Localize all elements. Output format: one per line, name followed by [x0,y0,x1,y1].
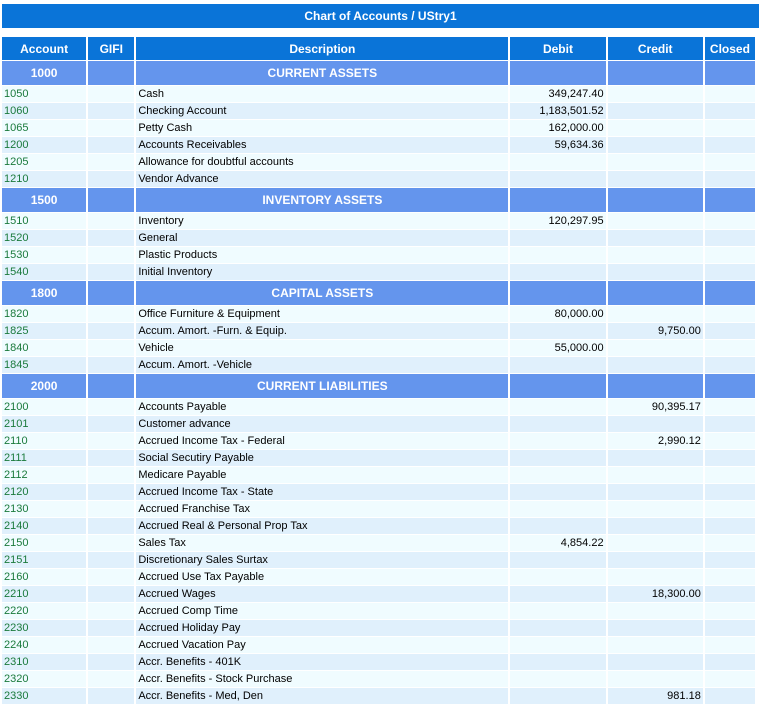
gifi-cell [88,637,134,653]
account-number[interactable]: 2111 [2,450,86,466]
credit-amount [608,535,703,551]
account-number[interactable]: 1200 [2,137,86,153]
account-row[interactable] [2,323,755,339]
column-header-account[interactable]: Account [2,37,86,60]
heading-debit [510,374,605,398]
debit-amount [510,171,605,187]
debit-amount: 80,000.00 [510,306,605,322]
credit-amount [608,247,703,263]
account-row[interactable] [2,213,755,229]
debit-amount [510,501,605,517]
credit-amount [608,501,703,517]
gifi-cell [88,230,134,246]
heading-account-number[interactable]: 1500 [2,188,86,212]
account-description: Initial Inventory [136,264,508,280]
debit-amount [510,518,605,534]
closed-cell [705,230,755,246]
closed-cell [705,323,755,339]
heading-gifi [88,374,134,398]
header-row [2,37,755,60]
account-number[interactable]: 2150 [2,535,86,551]
page-title: Chart of Accounts / UStry1 [2,4,759,28]
closed-cell [705,416,755,432]
account-description: Medicare Payable [136,467,508,483]
account-description: Accum. Amort. -Furn. & Equip. [136,323,508,339]
heading-gifi [88,61,134,85]
account-description: Vehicle [136,340,508,356]
heading-credit [608,61,703,85]
account-number[interactable]: 2240 [2,637,86,653]
account-row[interactable] [2,264,755,280]
account-row[interactable] [2,637,755,653]
debit-amount [510,450,605,466]
closed-cell [705,501,755,517]
account-row[interactable] [2,654,755,670]
gifi-cell [88,654,134,670]
gifi-cell [88,450,134,466]
heading-credit [608,374,703,398]
account-number[interactable]: 2151 [2,552,86,568]
account-description: Petty Cash [136,120,508,136]
section-heading-row [2,188,755,212]
account-row[interactable] [2,467,755,483]
account-number[interactable]: 2101 [2,416,86,432]
account-description: Allowance for doubtful accounts [136,154,508,170]
account-description: Vendor Advance [136,171,508,187]
account-row[interactable] [2,399,755,415]
closed-cell [705,154,755,170]
credit-amount [608,230,703,246]
account-description: Accrued Income Tax - Federal [136,433,508,449]
closed-cell [705,264,755,280]
account-row[interactable] [2,340,755,356]
account-description: General [136,230,508,246]
gifi-cell [88,213,134,229]
account-number[interactable]: 2100 [2,399,86,415]
account-description: Sales Tax [136,535,508,551]
account-row[interactable] [2,603,755,619]
closed-cell [705,637,755,653]
credit-amount [608,120,703,136]
debit-amount [510,467,605,483]
account-description: Accr. Benefits - Stock Purchase [136,671,508,687]
account-number[interactable]: 2112 [2,467,86,483]
credit-amount [608,620,703,636]
account-description: Accr. Benefits - Med, Den [136,688,508,704]
gifi-cell [88,501,134,517]
heading-account-number[interactable]: 1800 [2,281,86,305]
column-header-gifi[interactable]: GIFI [88,37,134,60]
heading-description: CURRENT LIABILITIES [136,374,508,398]
account-description: Accrued Franchise Tax [136,501,508,517]
account-description: Accr. Benefits - 401K [136,654,508,670]
closed-cell [705,620,755,636]
debit-amount [510,247,605,263]
debit-amount [510,416,605,432]
credit-amount [608,171,703,187]
closed-cell [705,688,755,704]
debit-amount [510,637,605,653]
account-description: Discretionary Sales Surtax [136,552,508,568]
account-row[interactable] [2,518,755,534]
gifi-cell [88,399,134,415]
closed-cell [705,671,755,687]
closed-cell [705,586,755,602]
column-header-closed[interactable]: Closed [705,37,755,60]
debit-amount [510,484,605,500]
credit-amount [608,671,703,687]
credit-amount [608,213,703,229]
closed-cell [705,484,755,500]
credit-amount [608,467,703,483]
gifi-cell [88,552,134,568]
credit-amount [608,603,703,619]
debit-amount [510,586,605,602]
section-heading-row [2,281,755,305]
credit-amount [608,484,703,500]
account-row[interactable] [2,137,755,153]
closed-cell [705,340,755,356]
account-description: Accrued Income Tax - State [136,484,508,500]
gifi-cell [88,120,134,136]
account-row[interactable] [2,357,755,373]
debit-amount: 349,247.40 [510,86,605,102]
gifi-cell [88,484,134,500]
debit-amount [510,603,605,619]
account-number[interactable]: 1520 [2,230,86,246]
account-description: Accrued Wages [136,586,508,602]
closed-cell [705,213,755,229]
account-number[interactable]: 2130 [2,501,86,517]
account-number[interactable]: 1540 [2,264,86,280]
closed-cell [705,603,755,619]
credit-amount: 2,990.12 [608,433,703,449]
gifi-cell [88,86,134,102]
debit-amount [510,671,605,687]
debit-amount [510,323,605,339]
heading-description: INVENTORY ASSETS [136,188,508,212]
closed-cell [705,450,755,466]
debit-amount [510,230,605,246]
closed-cell [705,120,755,136]
credit-amount [608,306,703,322]
credit-amount [608,264,703,280]
debit-amount [510,399,605,415]
account-row[interactable] [2,171,755,187]
closed-cell [705,552,755,568]
heading-closed [705,188,755,212]
gifi-cell [88,603,134,619]
account-number[interactable]: 1840 [2,340,86,356]
gifi-cell [88,569,134,585]
debit-amount: 120,297.95 [510,213,605,229]
closed-cell [705,137,755,153]
closed-cell [705,86,755,102]
heading-account-number[interactable]: 1000 [2,61,86,85]
debit-amount: 4,854.22 [510,535,605,551]
account-row[interactable] [2,569,755,585]
account-number[interactable]: 1050 [2,86,86,102]
account-number[interactable]: 1845 [2,357,86,373]
credit-amount [608,450,703,466]
debit-amount [510,154,605,170]
account-number[interactable]: 2220 [2,603,86,619]
account-description: Cash [136,86,508,102]
credit-amount [608,416,703,432]
account-row[interactable] [2,154,755,170]
account-row[interactable] [2,450,755,466]
debit-amount [510,264,605,280]
closed-cell [705,654,755,670]
account-number[interactable]: 1510 [2,213,86,229]
account-description: Checking Account [136,103,508,119]
account-row[interactable] [2,120,755,136]
gifi-cell [88,433,134,449]
account-row[interactable] [2,671,755,687]
gifi-cell [88,688,134,704]
section-heading-row [2,374,755,398]
section-heading-row [2,61,755,85]
heading-gifi [88,281,134,305]
debit-amount: 1,183,501.52 [510,103,605,119]
gifi-cell [88,357,134,373]
credit-amount [608,154,703,170]
credit-amount: 9,750.00 [608,323,703,339]
account-number[interactable]: 1205 [2,154,86,170]
account-row[interactable] [2,416,755,432]
closed-cell [705,467,755,483]
heading-credit [608,281,703,305]
closed-cell [705,518,755,534]
account-number[interactable]: 2230 [2,620,86,636]
account-description: Accum. Amort. -Vehicle [136,357,508,373]
heading-gifi [88,188,134,212]
debit-amount [510,569,605,585]
gifi-cell [88,586,134,602]
credit-amount [608,340,703,356]
heading-closed [705,374,755,398]
account-number[interactable]: 2320 [2,671,86,687]
account-row[interactable] [2,306,755,322]
gifi-cell [88,620,134,636]
credit-amount [608,137,703,153]
gifi-cell [88,323,134,339]
heading-account-number[interactable]: 2000 [2,374,86,398]
gifi-cell [88,671,134,687]
account-description: Accounts Receivables [136,137,508,153]
account-description: Accrued Comp Time [136,603,508,619]
account-number[interactable]: 1825 [2,323,86,339]
gifi-cell [88,306,134,322]
account-description: Office Furniture & Equipment [136,306,508,322]
debit-amount [510,620,605,636]
gifi-cell [88,154,134,170]
account-number[interactable]: 2330 [2,688,86,704]
closed-cell [705,399,755,415]
account-description: Social Secutiry Payable [136,450,508,466]
chart-of-accounts-table [0,36,757,705]
account-number[interactable]: 1060 [2,103,86,119]
account-row[interactable] [2,620,755,636]
account-number[interactable]: 1210 [2,171,86,187]
gifi-cell [88,467,134,483]
credit-amount: 18,300.00 [608,586,703,602]
debit-amount [510,654,605,670]
debit-amount [510,552,605,568]
credit-amount [608,103,703,119]
account-number[interactable]: 1065 [2,120,86,136]
account-number[interactable]: 1530 [2,247,86,263]
gifi-cell [88,247,134,263]
debit-amount [510,433,605,449]
debit-amount: 55,000.00 [510,340,605,356]
heading-debit [510,281,605,305]
credit-amount: 90,395.17 [608,399,703,415]
debit-amount [510,357,605,373]
gifi-cell [88,416,134,432]
closed-cell [705,569,755,585]
account-row[interactable] [2,247,755,263]
account-number[interactable]: 2160 [2,569,86,585]
account-row[interactable] [2,586,755,602]
credit-amount [608,637,703,653]
debit-amount [510,688,605,704]
account-description: Plastic Products [136,247,508,263]
column-header-debit[interactable]: Debit [510,37,605,60]
account-row[interactable] [2,230,755,246]
heading-debit [510,61,605,85]
account-row[interactable] [2,501,755,517]
gifi-cell [88,171,134,187]
account-row[interactable] [2,484,755,500]
gifi-cell [88,340,134,356]
credit-amount [608,552,703,568]
credit-amount [608,569,703,585]
account-row[interactable] [2,103,755,119]
closed-cell [705,357,755,373]
gifi-cell [88,535,134,551]
account-description: Accounts Payable [136,399,508,415]
heading-description: CURRENT ASSETS [136,61,508,85]
credit-amount: 981.18 [608,688,703,704]
account-row[interactable] [2,433,755,449]
account-description: Accrued Real & Personal Prop Tax [136,518,508,534]
heading-debit [510,188,605,212]
account-number[interactable]: 1820 [2,306,86,322]
closed-cell [705,171,755,187]
account-row[interactable] [2,535,755,551]
debit-amount: 162,000.00 [510,120,605,136]
closed-cell [705,103,755,119]
closed-cell [705,535,755,551]
debit-amount: 59,634.36 [510,137,605,153]
account-number[interactable]: 2140 [2,518,86,534]
closed-cell [705,433,755,449]
credit-amount [608,654,703,670]
credit-amount [608,86,703,102]
account-row[interactable] [2,688,755,704]
account-number[interactable]: 2310 [2,654,86,670]
account-row[interactable] [2,86,755,102]
heading-description: CAPITAL ASSETS [136,281,508,305]
column-header-credit[interactable]: Credit [608,37,703,60]
account-description: Accrued Holiday Pay [136,620,508,636]
account-description: Accrued Vacation Pay [136,637,508,653]
heading-closed [705,61,755,85]
credit-amount [608,357,703,373]
account-description: Inventory [136,213,508,229]
gifi-cell [88,264,134,280]
account-number[interactable]: 2120 [2,484,86,500]
account-description: Accrued Use Tax Payable [136,569,508,585]
credit-amount [608,518,703,534]
gifi-cell [88,518,134,534]
closed-cell [705,306,755,322]
heading-credit [608,188,703,212]
account-description: Customer advance [136,416,508,432]
account-row[interactable] [2,552,755,568]
gifi-cell [88,137,134,153]
account-number[interactable]: 2210 [2,586,86,602]
account-number[interactable]: 2110 [2,433,86,449]
closed-cell [705,247,755,263]
heading-closed [705,281,755,305]
gifi-cell [88,103,134,119]
column-header-description[interactable]: Description [136,37,508,60]
